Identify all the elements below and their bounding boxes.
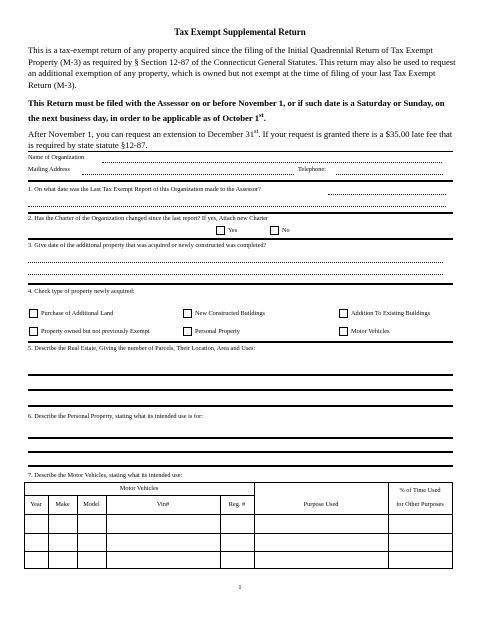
divider — [28, 212, 453, 214]
purchase-land-label: Purchase of Additional Land — [41, 310, 114, 317]
q2-yes-checkbox[interactable] — [216, 226, 225, 235]
col-make: Make — [55, 501, 70, 508]
divider — [28, 238, 453, 240]
table-line — [24, 482, 25, 568]
extension-text: After November 1, you can request an extension to December 31 — [28, 128, 255, 139]
table-group-header: Motor Vehicles — [119, 485, 159, 492]
divider — [28, 283, 453, 285]
divider — [28, 180, 453, 182]
question-1: 1. On what date was the Last Tax Exempt Report of this Organization made to the Assessor? — [28, 186, 261, 193]
motor-vehicles-checkbox[interactable] — [339, 327, 348, 336]
table-line — [452, 482, 453, 568]
table-line — [24, 568, 453, 569]
intro-paragraph: This is a tax-exempt return of any property acquired since the filing of the Initial Quadrennial Return of Tax Exempt Property (M-3) as required by § Section 12-87 of the Connecticut General Statutes. This return may also be used to request an additional exemption of any property, which is owned but not exempt at the time of filing of your last Tax Exempt Return (M-3). — [28, 45, 456, 90]
not-previously-exempt-checkbox[interactable] — [29, 327, 38, 336]
extension-superscript: st — [254, 128, 259, 135]
mailing-address-field[interactable] — [82, 174, 294, 175]
deadline-end: . — [263, 112, 266, 123]
question-6: 6. Describe the Personal Property, stating what its intended use is for: — [28, 413, 203, 420]
q3-answer-line-2[interactable] — [28, 274, 443, 275]
q5-answer-line-2[interactable] — [28, 389, 453, 391]
q6-answer-line-2[interactable] — [28, 451, 453, 453]
deadline-superscript: st — [259, 111, 264, 119]
purchase-land-checkbox[interactable] — [29, 309, 38, 318]
table-line — [388, 482, 389, 568]
divider — [28, 341, 453, 343]
new-buildings-label: New Constructed Buildings — [195, 310, 265, 317]
col-year: Year — [30, 501, 42, 508]
new-buildings-checkbox[interactable] — [183, 309, 192, 318]
col-reg: Reg. # — [228, 501, 246, 508]
extension-paragraph — [28, 126, 458, 152]
q1-date-field[interactable] — [328, 194, 446, 195]
col-pct-top: % of Time Used — [399, 487, 441, 494]
personal-property-label: Personal Property — [195, 328, 240, 335]
question-3: 3. Give date of the additional property that was acquired or newly constructed was completed? — [28, 242, 267, 249]
question-4: 4. Check type of property newly acquired: — [28, 288, 135, 295]
q6-answer-line-3[interactable] — [28, 465, 453, 467]
q2-no-checkbox[interactable] — [270, 226, 279, 235]
col-purpose: Purpose Used — [303, 501, 339, 508]
personal-property-checkbox[interactable] — [183, 327, 192, 336]
page-number: 1 — [238, 584, 242, 591]
question-5: 5. Describe the Real Estate, Giving the number of Parcels, Their Location, Area and Uses: — [28, 345, 256, 352]
col-pct-bottom: for Other Purposes — [396, 501, 444, 508]
q5-answer-line-1[interactable] — [28, 374, 453, 376]
q2-no-label: No — [282, 227, 290, 234]
deadline-text: This Return must be filed with the Assessor on or before November 1, or if such date is a Saturday or Sunday, on the next business day, in order to be applicable as of October 1 — [28, 98, 445, 123]
col-vin: Vin# — [156, 501, 170, 508]
not-previously-exempt-label: Property owned but not previously Exempt — [41, 328, 150, 335]
q1-answer-line[interactable] — [28, 206, 446, 207]
col-model: Model — [83, 501, 100, 508]
telephone-label: Telephone: — [298, 166, 326, 173]
motor-vehicles-label: Motor Vehicles — [351, 328, 390, 335]
deadline-paragraph — [28, 98, 458, 124]
question-2: 2. Has the Charter of the Organization changed since the last report? If yes, Attach new Charter — [28, 215, 269, 222]
addition-buildings-checkbox[interactable] — [339, 309, 348, 318]
question-7: 7. Describe the Motor Vehicles, stating what its intended use: — [28, 472, 183, 479]
motor-vehicles-table — [24, 482, 453, 568]
extension-text-end: . If your request is granted there is a $35.00 late fee that is required by state statute §12-87. — [28, 128, 453, 151]
q6-answer-line-1[interactable] — [28, 437, 453, 439]
table-line — [254, 482, 255, 568]
org-name-label: Name of Organization — [28, 154, 85, 161]
divider — [28, 151, 453, 152]
q3-answer-line-1[interactable] — [28, 262, 443, 263]
org-name-field[interactable] — [102, 162, 442, 163]
mailing-address-label: Mailing Address — [28, 166, 70, 173]
q2-yes-label: Yes — [228, 227, 238, 234]
addition-buildings-label: Addition To Existing Buildings — [351, 310, 431, 317]
q5-answer-line-3[interactable] — [28, 405, 453, 407]
page-title: Tax Exempt Supplemental Return — [174, 27, 306, 37]
telephone-field[interactable] — [336, 174, 443, 175]
